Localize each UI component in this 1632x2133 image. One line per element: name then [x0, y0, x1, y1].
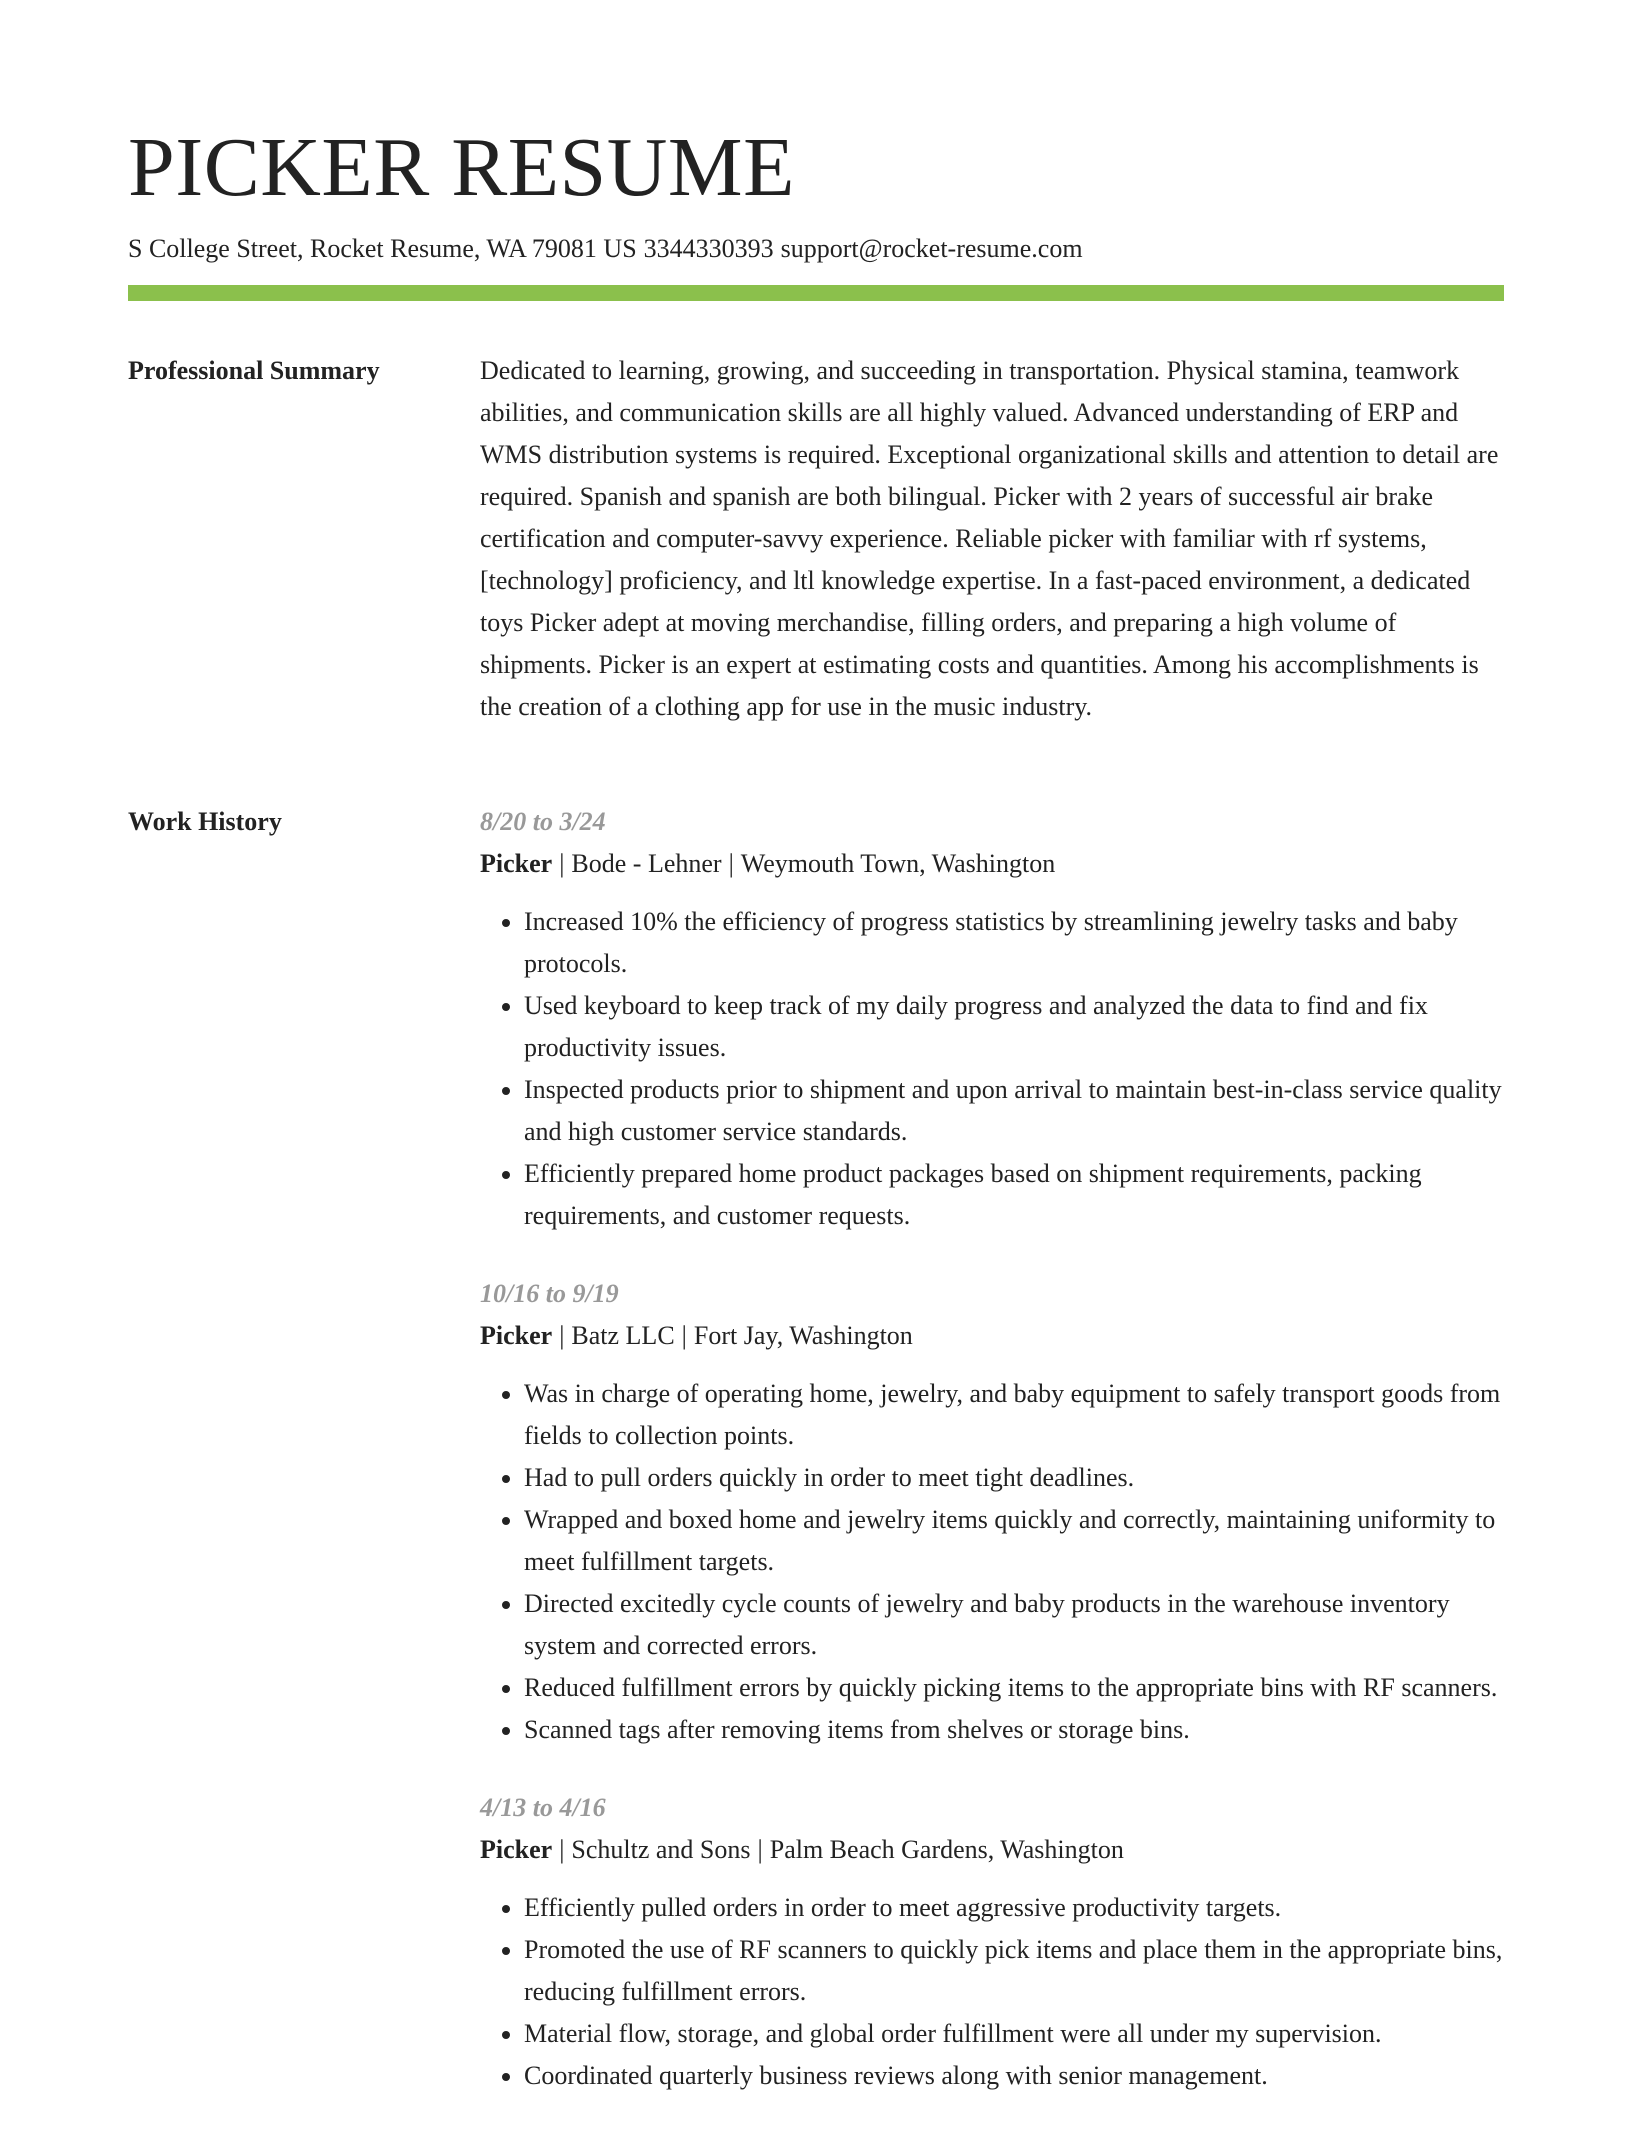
job-heading-line [480, 1829, 1504, 1871]
work-history-heading: Work History [128, 807, 282, 836]
job-bullet-item: • Had to pull orders quickly in order to meet tight deadlines. [524, 1457, 1504, 1499]
job-bullet-item: • Inspected products prior to shipment and upon arrival to maintain best-in-class service quality and high customer service standards. [524, 1069, 1504, 1153]
summary-body [480, 350, 1504, 728]
work-history-body [480, 801, 1504, 2133]
resume-title: PICKER RESUME [128, 121, 795, 214]
job-heading-line [480, 843, 1504, 885]
job-bullet-item: • Was in charge of operating home, jewelry, and baby equipment to safely transport goods from fields to collection points. [524, 1373, 1504, 1457]
job-title: Picker [480, 1321, 553, 1350]
job-company: Schultz and Sons [571, 1835, 751, 1864]
job-separator: | [681, 1321, 687, 1350]
job-location: Palm Beach Gardens, Washington [769, 1835, 1124, 1864]
job-separator: | [728, 849, 734, 878]
job-bullets [480, 901, 1504, 1237]
contact-line [128, 232, 1083, 266]
job-bullet-item: • Material flow, storage, and global order fulfillment were all under my supervision. [524, 2013, 1504, 2055]
job-bullets [480, 1887, 1504, 2097]
job-dates: 4/13 to 4/16 [480, 1793, 606, 1822]
job-separator: | [559, 1835, 565, 1864]
contact-email: support@rocket-resume.com [780, 234, 1083, 263]
summary-heading: Professional Summary [128, 356, 380, 385]
contact-address: S College Street, Rocket Resume, WA 79081 US [128, 234, 637, 263]
header-divider [128, 285, 1504, 301]
contact-phone: 3344330393 [643, 234, 774, 263]
job-company: Bode - Lehner [571, 849, 722, 878]
job-dates: 8/20 to 3/24 [480, 807, 606, 836]
job-location: Fort Jay, Washington [693, 1321, 913, 1350]
job-title: Picker [480, 849, 553, 878]
job-heading-line [480, 1315, 1504, 1357]
job-bullet-item: • Reduced fulfillment errors by quickly picking items to the appropriate bins with RF scanners. [524, 1667, 1504, 1709]
job-title: Picker [480, 1835, 553, 1864]
job-bullet-item: • Promoted the use of RF scanners to quickly pick items and place them in the appropriate bins, reducing fulfillment errors. [524, 1929, 1504, 2013]
job-bullet-item: • Directed excitedly cycle counts of jewelry and baby products in the warehouse inventory system and corrected errors. [524, 1583, 1504, 1667]
job-bullet-item: • Wrapped and boxed home and jewelry items quickly and correctly, maintaining uniformity to meet fulfillment targets. [524, 1499, 1504, 1583]
job-bullet-item: • Used keyboard to keep track of my daily progress and analyzed the data to find and fix productivity issues. [524, 985, 1504, 1069]
job-bullet-item: • Scanned tags after removing items from shelves or storage bins. [524, 1709, 1504, 1751]
job-entry [480, 1273, 1504, 1751]
job-separator: | [559, 1321, 565, 1350]
summary-text: Dedicated to learning, growing, and succeeding in transportation. Physical stamina, teamwork abilities, and communication skills are all highly valued. Advanced understanding of ERP and WMS distribution systems is required. Exceptional organizational skills and attention to detail are required. Spanish and spanish are both bilingual. Picker with 2 years of successful air brake certification and computer-savvy experience. Reliable picker with familiar with rf systems, [technology] proficiency, and ltl knowledge expertise. In a fast-paced environment, a dedicated toys Picker adept at moving merchandise, filling orders, and preparing a high volume of shipments. Picker is an expert at estimating costs and quantities. Among his accomplishments is the creation of a clothing app for use in the music industry. [480, 356, 1499, 721]
job-separator: | [559, 849, 565, 878]
job-location: Weymouth Town, Washington [740, 849, 1056, 878]
job-entry [480, 1787, 1504, 2097]
job-dates: 10/16 to 9/19 [480, 1279, 619, 1308]
job-entry [480, 801, 1504, 1237]
job-bullet-item: • Coordinated quarterly business reviews along with senior management. [524, 2055, 1504, 2097]
job-bullets [480, 1373, 1504, 1751]
job-bullet-item: • Efficiently pulled orders in order to meet aggressive productivity targets. [524, 1887, 1504, 1929]
job-separator: | [757, 1835, 763, 1864]
job-bullet-item: • Increased 10% the efficiency of progress statistics by streamlining jewelry tasks and baby protocols. [524, 901, 1504, 985]
job-bullet-item: • Efficiently prepared home product packages based on shipment requirements, packing requirements, and customer requests. [524, 1153, 1504, 1237]
job-company: Batz LLC [571, 1321, 675, 1350]
